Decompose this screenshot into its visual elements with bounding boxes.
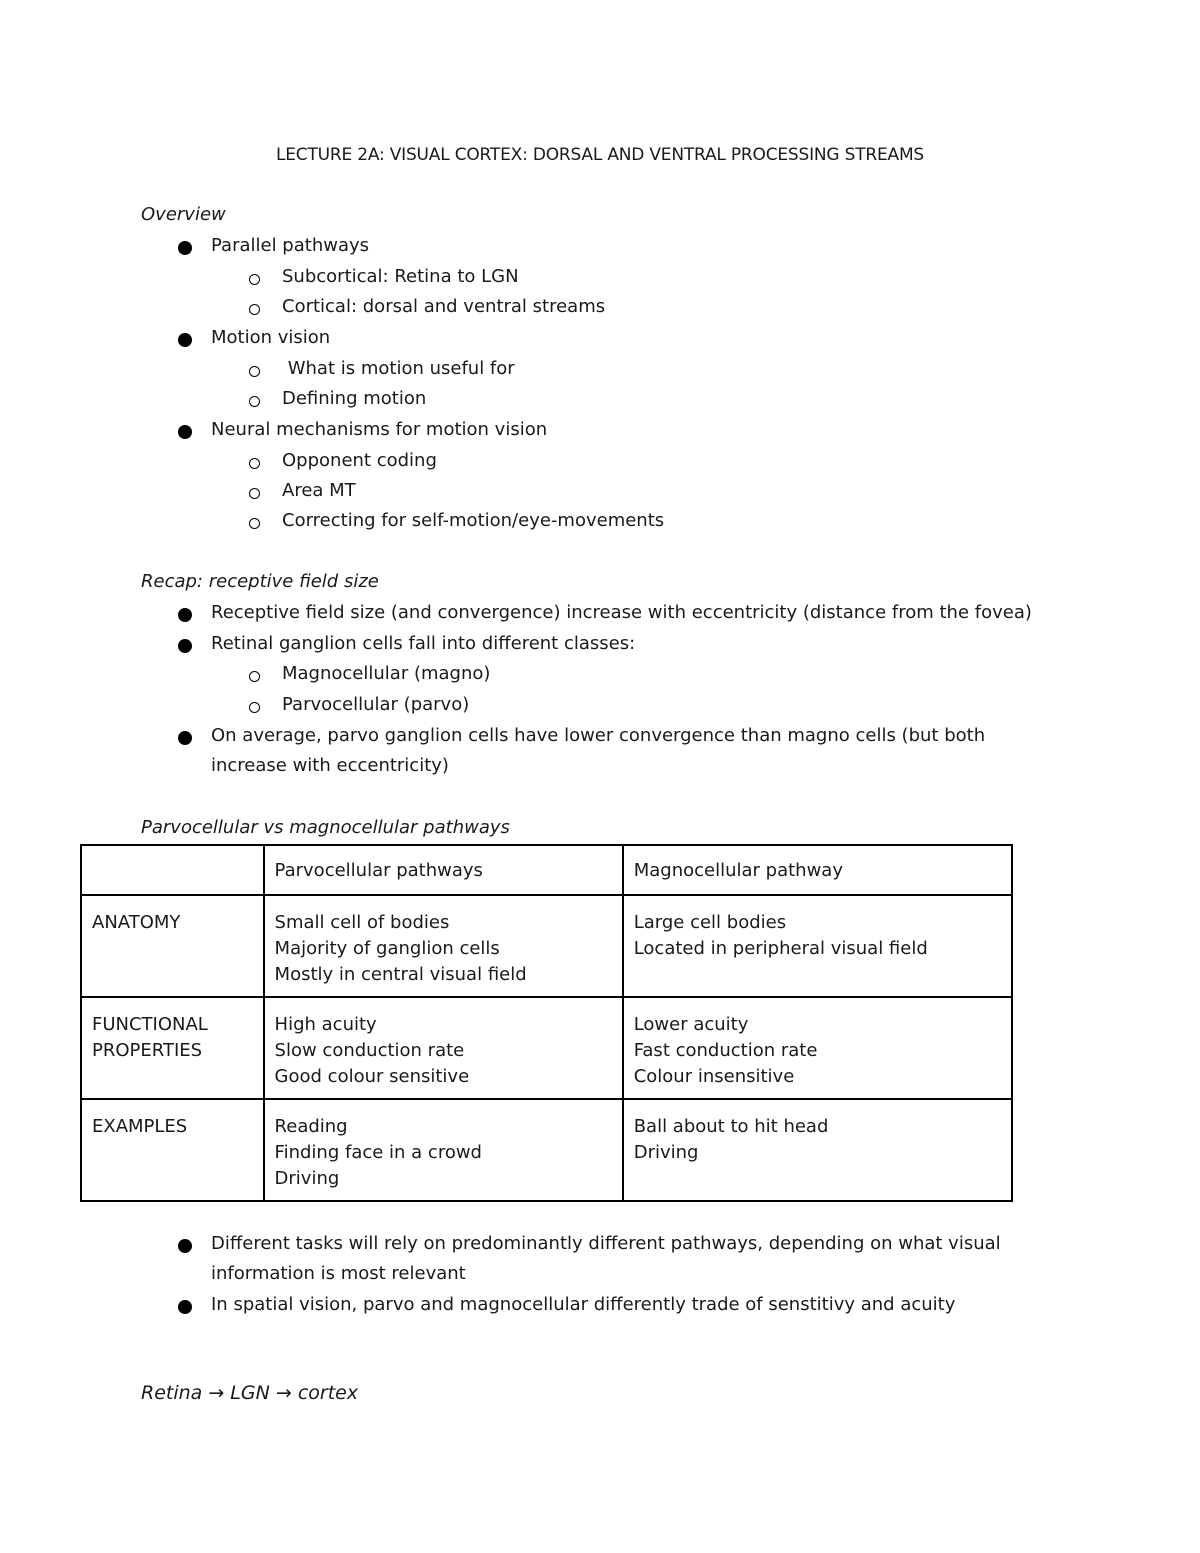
comparison-table <box>80 844 1013 1202</box>
cell-line: PROPERTIES <box>92 1040 203 1061</box>
table-cell <box>264 997 623 1099</box>
cell-line: Ball about to hit head <box>633 1116 829 1137</box>
sub-bullet-icon <box>249 518 260 529</box>
list-item-continuation: increase with eccentricity) <box>211 755 449 776</box>
list-item: Subcortical: Retina to LGN <box>282 266 519 287</box>
bullet-icon <box>178 425 192 439</box>
list-item: Cortical: dorsal and ventral streams <box>282 296 606 317</box>
list-item: What is motion useful for <box>282 358 515 379</box>
list-item: In spatial vision, parvo and magnocellular differently trade of senstitivy and acuity <box>211 1294 956 1315</box>
list-item-continuation: information is most relevant <box>211 1263 466 1284</box>
row-label-cell <box>81 1099 264 1201</box>
bullet-icon <box>178 731 192 745</box>
row-label-cell <box>81 895 264 997</box>
pathway-flow-heading: Retina → LGN → cortex <box>141 1382 359 1404</box>
table-cell <box>623 997 1012 1099</box>
cell-line: Driving <box>633 1142 699 1163</box>
cell-line: Large cell bodies <box>633 912 787 933</box>
sub-bullet-icon <box>249 702 260 713</box>
table-row <box>81 1099 1012 1201</box>
cell-line: Good colour sensitive <box>274 1066 470 1087</box>
bullet-icon <box>178 333 192 347</box>
cell-line: EXAMPLES <box>92 1116 188 1137</box>
sub-bullet-icon <box>249 671 260 682</box>
list-item: Neural mechanisms for motion vision <box>211 419 548 440</box>
cell-line: High acuity <box>274 1014 377 1035</box>
bullet-icon <box>178 639 192 653</box>
list-item: On average, parvo ganglion cells have lower convergence than magno cells (but both <box>211 725 986 746</box>
table-header-cell: Magnocellular pathway <box>623 845 1012 895</box>
bullet-icon <box>178 241 192 255</box>
list-item: Magnocellular (magno) <box>282 663 491 684</box>
table-caption: Parvocellular vs magnocellular pathways <box>141 817 510 838</box>
bullet-icon <box>178 1300 192 1314</box>
row-label-cell <box>81 997 264 1099</box>
cell-line: Mostly in central visual field <box>274 964 527 985</box>
list-item: Parallel pathways <box>211 235 370 256</box>
table-header-cell: Parvocellular pathways <box>264 845 623 895</box>
list-item: Defining motion <box>282 388 427 409</box>
cell-line: Lower acuity <box>633 1014 749 1035</box>
cell-line: Fast conduction rate <box>633 1040 818 1061</box>
bullet-icon <box>178 1239 192 1253</box>
cell-line: Majority of ganglion cells <box>274 938 500 959</box>
sub-bullet-icon <box>249 304 260 315</box>
cell-line: Reading <box>274 1116 348 1137</box>
sub-bullet-icon <box>249 366 260 377</box>
cell-line: Small cell of bodies <box>274 912 450 933</box>
table-header-cell <box>81 845 264 895</box>
list-item: Area MT <box>282 480 356 501</box>
cell-line: FUNCTIONAL <box>92 1014 208 1035</box>
bullet-icon <box>178 608 192 622</box>
list-item: Retinal ganglion cells fall into different classes: <box>211 633 636 654</box>
table-row <box>81 895 1012 997</box>
cell-line: Colour insensitive <box>633 1066 795 1087</box>
cell-line: Driving <box>274 1168 340 1189</box>
cell-line: Finding face in a crowd <box>274 1142 482 1163</box>
table-cell <box>623 1099 1012 1201</box>
sub-bullet-icon <box>249 274 260 285</box>
list-item: Parvocellular (parvo) <box>282 694 470 715</box>
table-cell <box>264 895 623 997</box>
table-cell <box>623 895 1012 997</box>
cell-line: ANATOMY <box>92 912 181 933</box>
recap-heading: Recap: receptive field size <box>141 571 379 592</box>
list-item: Correcting for self-motion/eye-movements <box>282 510 665 531</box>
list-item: Opponent coding <box>282 450 437 471</box>
sub-bullet-icon <box>249 488 260 499</box>
table-cell <box>264 1099 623 1201</box>
table-header-row <box>81 845 1012 895</box>
table-row <box>81 997 1012 1099</box>
page-title: LECTURE 2A: VISUAL CORTEX: DORSAL AND VENTRAL PROCESSING STREAMS <box>275 145 925 165</box>
list-item: Receptive field size (and convergence) increase with eccentricity (distance from the fovea) <box>211 602 1032 623</box>
cell-line: Located in peripheral visual field <box>633 938 928 959</box>
list-item: Motion vision <box>211 327 331 348</box>
cell-line: Slow conduction rate <box>274 1040 465 1061</box>
sub-bullet-icon <box>249 396 260 407</box>
overview-heading: Overview <box>141 204 226 225</box>
sub-bullet-icon <box>249 458 260 469</box>
list-item: Different tasks will rely on predominantly different pathways, depending on what visual <box>211 1233 1001 1254</box>
